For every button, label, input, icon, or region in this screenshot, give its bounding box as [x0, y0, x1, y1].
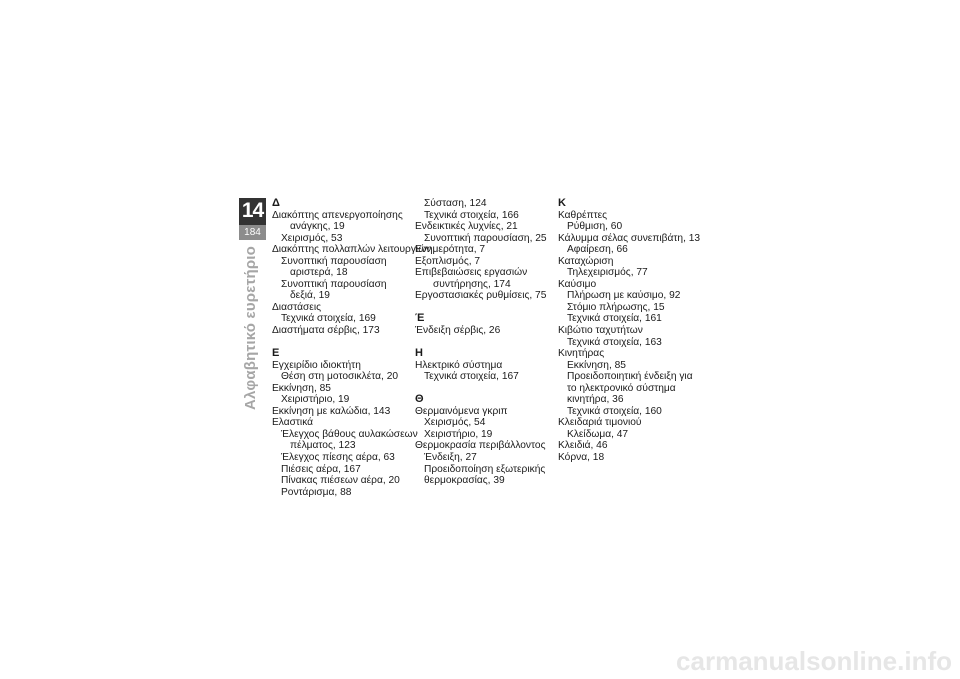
- index-entry: Πίνακας πιέσεων αέρα, 20: [281, 475, 400, 487]
- index-entry: Κλειδαριά τιμονιού: [558, 417, 642, 429]
- index-letter-heading: Ε: [272, 347, 280, 360]
- index-entry: Εκκίνηση, 85: [567, 359, 626, 371]
- index-column-1: [272, 197, 432, 498]
- index-entry: Πλήρωση με καύσιμο, 92: [567, 290, 681, 302]
- index-entry: Ρύθμιση, 60: [567, 221, 623, 233]
- index-entry: το ηλεκτρονικό σύστημα: [567, 382, 676, 394]
- index-entry: Κάλυμμα σέλας συνεπιβάτη, 13: [558, 232, 701, 244]
- page-number: 184: [239, 225, 266, 240]
- index-entry: Προειδοποιητική ένδειξη για: [567, 371, 693, 383]
- index-entry: Κινητήρας: [558, 348, 605, 360]
- index-entry: Διακόπτης πολλαπλών λειτουργιών: [272, 244, 432, 256]
- index-entry: Τεχνικά στοιχεία, 161: [567, 313, 662, 325]
- index-entry: Διακόπτης απενεργοποίησης: [272, 209, 403, 221]
- index-entry: Προειδοποίηση εξωτερικής: [424, 463, 546, 475]
- index-entry: Τεχνικά στοιχεία, 167: [424, 371, 519, 383]
- index-entry: Θερμαινόμενα γκριπ: [415, 405, 508, 417]
- index-entry: Στόμιο πλήρωσης, 15: [567, 301, 665, 313]
- index-entry: Τεχνικά στοιχεία, 166: [424, 209, 519, 221]
- index-letter-heading: Δ: [272, 197, 280, 209]
- index-entry: αριστερά, 18: [290, 267, 348, 279]
- index-letter-heading: Κ: [558, 197, 566, 209]
- index-entry: κινητήρα, 36: [567, 394, 624, 406]
- index-spacer: [415, 383, 555, 395]
- index-spacer: [415, 337, 555, 349]
- index-entry: Τεχνικά στοιχεία, 160: [567, 405, 662, 417]
- index-entry: Αφαίρεση, 66: [567, 244, 628, 256]
- index-entry: Εκκίνηση, 85: [272, 382, 331, 394]
- index-entry: Διαστάσεις: [272, 301, 322, 313]
- index-entry: Εγχειρίδιο ιδιοκτήτη: [272, 359, 361, 371]
- index-entry: Έλεγχος βάθους αυλακώσεων: [281, 428, 418, 440]
- index-entry: Εκκίνηση με καλώδια, 143: [272, 405, 391, 417]
- index-entry: Ένδειξη σέρβις, 26: [415, 325, 501, 337]
- index-entry: Σύσταση, 124: [424, 198, 487, 209]
- index-entry: Ελαστικά: [272, 417, 314, 429]
- chapter-number: 14: [241, 199, 264, 222]
- index-entry: Καύσιμο: [558, 278, 597, 290]
- index-entry: Εργοστασιακές ρυθμίσεις, 75: [415, 290, 547, 302]
- index-entry: Καταχώριση: [558, 255, 614, 267]
- index-spacer: [415, 302, 555, 314]
- index-spacer: [272, 337, 412, 349]
- chapter-tab: [239, 198, 266, 240]
- index-entry: Διαστήματα σέρβις, 173: [272, 325, 380, 337]
- index-entry: Τεχνικά στοιχεία, 169: [281, 313, 376, 325]
- index-entry: Εξοπλισμός, 7: [415, 255, 481, 267]
- section-side-title: Αλφαβητικό ευρετήριο: [242, 245, 259, 410]
- index-entry: θερμοκρασίας, 39: [424, 475, 505, 487]
- index-entry: Επιβεβαιώσεις εργασιών: [415, 267, 528, 279]
- index-entry: Χειριστήριο, 19: [424, 428, 493, 440]
- index-letter-heading: Η: [415, 347, 423, 360]
- index-entry: Ροντάρισμα, 88: [281, 486, 352, 498]
- index-entry: Χειριστήριο, 19: [281, 394, 350, 406]
- index-entry: Χειρισμός, 54: [424, 417, 486, 429]
- index-entry: Ενημερότητα, 7: [415, 244, 486, 256]
- index-entry: Καθρέπτες: [558, 209, 608, 221]
- index-entry: Κλείδωμα, 47: [567, 428, 629, 440]
- index-letter-heading: Έ: [415, 312, 425, 325]
- index-entry: ανάγκης, 19: [290, 221, 345, 233]
- index-entry: Τεχνικά στοιχεία, 163: [567, 336, 662, 348]
- index-column-2: [415, 198, 555, 487]
- index-entry: Χειρισμός, 53: [281, 232, 343, 244]
- index-entry: Θερμοκρασία περιβάλλοντος: [415, 440, 546, 452]
- index-column-3: [558, 197, 701, 464]
- index-entry: Έλεγχος πίεσης αέρα, 63: [281, 452, 395, 464]
- index-entry: πέλματος, 123: [290, 440, 356, 452]
- index-entry: Συνοπτική παρουσίαση: [281, 255, 387, 267]
- index-entry: Συνοπτική παρουσίαση, 25: [424, 232, 547, 244]
- index-entry: Συνοπτική παρουσίαση: [281, 278, 387, 290]
- index-entry: Κόρνα, 18: [558, 452, 605, 464]
- index-entry: Πιέσεις αέρα, 167: [281, 463, 361, 475]
- index-entry: Θέση στη μοτοσικλέτα, 20: [281, 371, 399, 383]
- index-entry: Ηλεκτρικό σύστημα: [415, 359, 503, 371]
- index-entry: Κιβώτιο ταχυτήτων: [558, 325, 643, 337]
- index-entry: Τηλεχειρισμός, 77: [567, 267, 648, 279]
- index-entry: Ενδεικτικές λυχνίες, 21: [415, 221, 518, 233]
- index-entry: συντήρησης, 174: [433, 278, 511, 290]
- index-entry: Κλειδιά, 46: [558, 440, 608, 452]
- index-entry: δεξιά, 19: [290, 290, 330, 302]
- index-entry: Ένδειξη, 27: [424, 452, 477, 464]
- index-letter-heading: Θ: [415, 393, 424, 406]
- watermark: carmanualsonline.info: [676, 646, 952, 676]
